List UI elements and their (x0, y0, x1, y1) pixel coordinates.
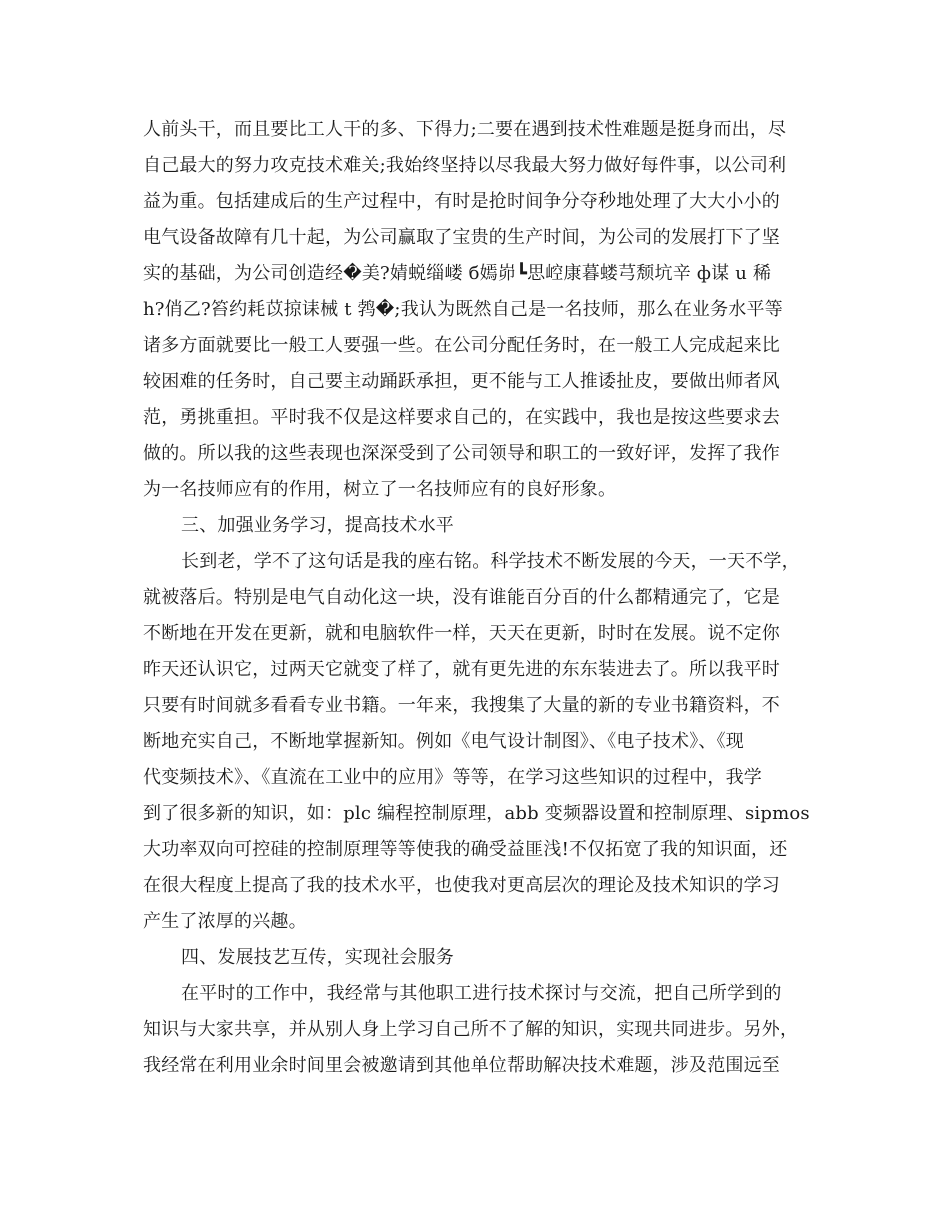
text-line: 就被落后。特别是电气自动化这一块，没有谁能百分百的什么都精通完了，它是 (143, 587, 780, 608)
text-line: 只要有时间就多看看专业书籍。一年来，我搜集了大量的新的专业书籍资料，不 (143, 695, 780, 716)
text-line: 实的基础，为公司创造经�美?婧蜕缁嵝 б嫣峁┗思崆康暮蝼芎颓坑辛 ф谋 u 稀 (143, 263, 772, 284)
text-line: 大功率双向可控硅的控制原理等等使我的确受益匪浅!不仅拓宽了我的知识面，还 (143, 839, 788, 860)
section-heading: 三、加强业务学习，提高技术水平 (181, 515, 454, 536)
text-line: h?俏乙?笞约耗苡掠诔械 t 鹁�;我认为既然自己是一名技师，那么在业务水平等 (143, 299, 783, 320)
text-line: 电气设备故障有几十起，为公司赢取了宝贵的生产时间，为公司的发展打下了坚 (143, 227, 780, 248)
text-line: 在很大程度上提高了我的技术水平，也使我对更高层次的理论及技术知识的学习 (143, 875, 780, 896)
text-line: 为一名技师应有的作用，树立了一名技师应有的良好形象。 (143, 479, 617, 500)
text-line: 代变频技术》、《直流在工业中的应用》等等，在学习这些知识的过程中，我学 (143, 767, 762, 788)
text-line: 不断地在开发在更新，就和电脑软件一样，天天在更新，时时在发展。说不定你 (143, 623, 780, 644)
text-line: 益为重。包括建成后的生产过程中，有时是抢时间争分夺秒地处理了大大小小的 (143, 191, 780, 212)
text-line: 自己最大的努力攻克技术难关;我始终坚持以尽我最大努力做好每件事，以公司利 (143, 155, 787, 176)
text-line: 知识与大家共享，并从别人身上学习自己所不了解的知识，实现共同进步。另外， (143, 1019, 799, 1040)
text-line: 在平时的工作中，我经常与其他职工进行技术探讨与交流，把自己所学到的 (181, 983, 782, 1004)
text-line: 我经常在利用业余时间里会被邀请到其他单位帮助解决技术难题，涉及范围远至 (143, 1055, 780, 1076)
text-line: 做的。所以我的这些表现也深深受到了公司领导和职工的一致好评，发挥了我作 (143, 443, 780, 464)
text-line: 范，勇挑重担。平时我不仅是这样要求自己的，在实践中，我也是按这些要求去 (143, 407, 780, 428)
text-line: 诸多方面就要比一般工人要强一些。在公司分配任务时，在一般工人完成起来比 (143, 335, 780, 356)
section-heading: 四、发展技艺互传，实现社会服务 (181, 947, 454, 968)
text-line: 产生了浓厚的兴趣。 (143, 911, 307, 932)
text-line: 断地充实自己，不断地掌握新知。例如《电气设计制图》、《电子技术》、《现 (143, 731, 744, 752)
text-line: 人前头干，而且要比工人干的多、下得力;二要在遇到技术性难题是挺身而出，尽 (143, 119, 787, 140)
text-line: 长到老，学不了这句话是我的座右铭。科学技术不断发展的今天，一天不学， (181, 551, 800, 572)
text-line: 较困难的任务时，自己要主动踊跃承担，更不能与工人推诿扯皮，要做出师者风 (143, 371, 780, 392)
text-line: 昨天还认识它，过两天它就变了样了，就有更先进的东东装进去了。所以我平时 (143, 659, 780, 680)
text-line: 到了很多新的知识，如：plc 编程控制原理，abb 变频器设置和控制原理、sipmos (143, 803, 810, 824)
